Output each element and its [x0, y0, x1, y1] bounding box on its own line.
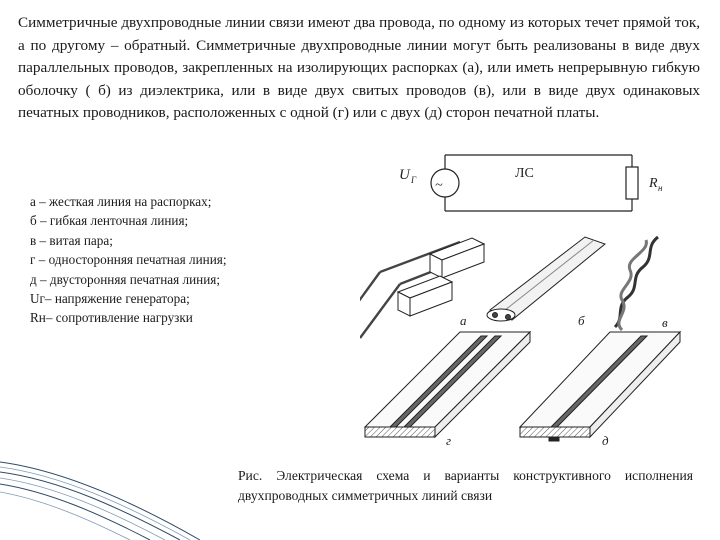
label-d: д	[602, 433, 609, 448]
legend-item: д – двусторонняя печатная линия;	[30, 271, 220, 287]
source-sub: Г	[411, 175, 417, 185]
load-label: R	[649, 176, 658, 191]
legend-item: б – гибкая ленточная линия;	[30, 213, 189, 229]
resistor-icon	[626, 167, 638, 199]
source-label: U	[399, 167, 410, 183]
line-label: ЛС	[515, 166, 534, 181]
legend-item: а – жесткая линия на распорках;	[30, 194, 212, 209]
single-sided-pcb-drawing	[365, 332, 530, 437]
figure-caption: Рис. Электрическая схема и варианты конструктивного исполнения двухпроводных симметричных линий связи	[238, 468, 693, 503]
load-sub: н	[658, 183, 663, 193]
label-b: б	[578, 313, 585, 328]
circuit-schematic	[395, 145, 670, 225]
intro-paragraph: Симметричные двухпроводные линии связи имеют два провода, по одному из которых течет прямой ток, а по другому – обратный. Симметричные двухпроводные линии могут быть реализованы в виде двух параллельных проводов, закрепленных на изолирующих распорках (а), или иметь непрерывную гибкую оболочку ( б) из диэлектрика, или в виде двух свитых проводов (в), или в виде двух одинаковых печатных проводников, расположенных с одной (г) или с двух (д) сторон печатной платы.	[18, 14, 700, 122]
ribbon-line-drawing	[487, 237, 605, 321]
double-sided-pcb-drawing	[520, 332, 680, 441]
tilde-label: ~	[435, 178, 443, 193]
label-g: г	[446, 433, 452, 448]
legend-item: Uг– напряжение генератора;	[30, 291, 190, 307]
legend-list	[30, 192, 300, 328]
label-a: а	[460, 313, 467, 328]
legend-item: в – витая пара;	[30, 232, 113, 248]
legend-item: г – односторонняя печатная линия;	[30, 252, 227, 268]
twisted-pair-drawing	[615, 237, 658, 330]
corner-decoration	[0, 440, 240, 540]
legend-item: Rн– сопротивление нагрузки	[30, 310, 193, 326]
label-v: в	[662, 315, 668, 330]
line-variants-figure	[360, 232, 690, 457]
